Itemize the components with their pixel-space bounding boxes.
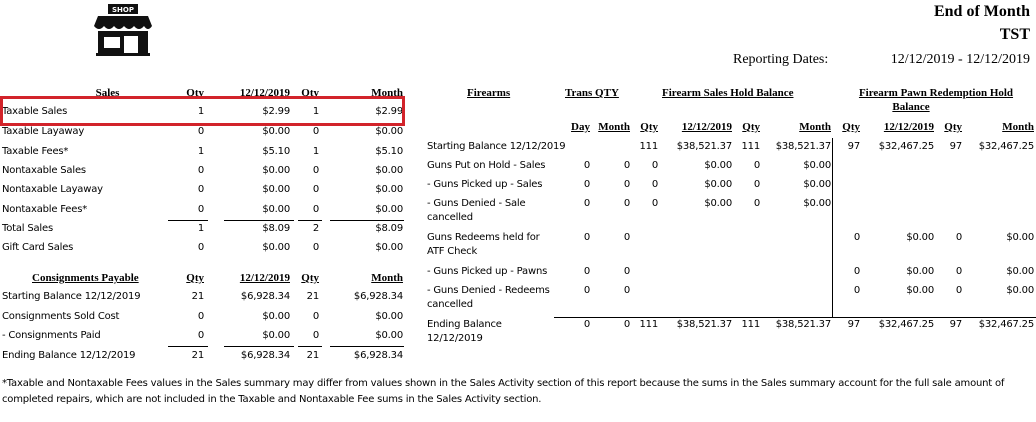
firearms-row-pdate: $0.00 xyxy=(906,232,934,243)
firearms-row-label: Starting Balance 12/12/2019 xyxy=(427,141,566,152)
firearms-row-month2: $38,521.37 xyxy=(775,141,831,152)
sales-row-qty2: 0 xyxy=(312,165,319,176)
firearms-row-month2: $0.00 xyxy=(803,179,831,190)
consignments-row-date: $0.00 xyxy=(262,311,290,322)
sales-row-qty: 1 xyxy=(197,146,204,157)
sales-header-label: Sales xyxy=(95,87,120,99)
sales-row-label: Gift Card Sales xyxy=(2,242,74,253)
firearms-subheader-month2: Month xyxy=(799,121,831,133)
report-subtitle: TST xyxy=(999,26,1030,43)
firearms-subheader-day: Day xyxy=(571,121,590,133)
consignments-row-qty: 21 xyxy=(191,350,204,361)
firearms-row-month: 0 xyxy=(623,160,630,171)
sales-row-date: $5.10 xyxy=(262,146,290,157)
firearms-subheader-qty: Qty xyxy=(640,121,658,133)
firearms-subheader-pqty2: Qty xyxy=(944,121,962,133)
ending-balance-rule xyxy=(554,317,1036,318)
consignments-row-month: $0.00 xyxy=(375,311,403,322)
firearms-row-month: 0 xyxy=(623,179,630,190)
sales-row-month: $0.00 xyxy=(375,165,403,176)
consignments-row-qty2: 21 xyxy=(306,350,319,361)
rule-line xyxy=(224,220,294,221)
sales-row-label: Total Sales xyxy=(2,223,53,234)
sales-row-qty: 1 xyxy=(197,106,204,117)
report-title: End of Month xyxy=(933,3,1030,20)
sales-header-date: 12/12/2019 xyxy=(239,87,290,99)
footnote-line-1: *Taxable and Nontaxable Fees values in the Sales summary may differ from values shown in the Sales Activity section of this report because the sums in the Sales summary account for the full sale amount of xyxy=(2,378,1005,389)
shop-logo xyxy=(94,2,152,56)
firearms-row-qty: 0 xyxy=(651,198,658,209)
sales-row-month: $0.00 xyxy=(375,242,403,253)
consignments-row-month: $6,928.34 xyxy=(353,291,403,302)
firearms-row-month2: $0.00 xyxy=(803,198,831,209)
firearms-row-pqty: 97 xyxy=(847,141,860,152)
sales-row-qty: 0 xyxy=(197,204,204,215)
sales-row-date: $0.00 xyxy=(262,165,290,176)
firearms-row-date: $0.00 xyxy=(704,198,732,209)
firearms-row-pmonth: $0.00 xyxy=(1006,266,1034,277)
firearms-row-label: Guns Redeems held for xyxy=(427,232,540,243)
firearms-row-day: 0 xyxy=(583,266,590,277)
sales-row-date: $0.00 xyxy=(262,242,290,253)
firearms-row-date: $0.00 xyxy=(704,179,732,190)
consignments-row-qty: 21 xyxy=(191,291,204,302)
firearms-subheader-pdate: 12/12/2019 xyxy=(883,121,934,133)
firearms-row-label-2: ATF Check xyxy=(427,246,478,257)
sales-row-label: Taxable Layaway xyxy=(2,126,85,137)
sales-row-label: Taxable Fees* xyxy=(2,146,69,157)
firearms-row-qty: 0 xyxy=(651,179,658,190)
firearms-row-pqty2: 0 xyxy=(955,285,962,296)
sales-header-qty2: Qty xyxy=(301,87,319,99)
firearms-header-trans-qty: Trans QTY xyxy=(565,87,619,99)
firearms-row-pqty2: 97 xyxy=(949,141,962,152)
firearms-header-pawn-1: Firearm Pawn Redemption Hold xyxy=(858,87,1014,99)
sales-row-label: Taxable Sales xyxy=(2,106,68,117)
firearms-row-day: 0 xyxy=(583,160,590,171)
firearms-row-day: 0 xyxy=(583,319,590,330)
consignments-header-qty: Qty xyxy=(186,272,204,284)
sales-row-qty2: 0 xyxy=(312,204,319,215)
sales-row-date: $0.00 xyxy=(262,204,290,215)
firearms-row-qty: 111 xyxy=(639,319,658,330)
consignments-row-qty2: 0 xyxy=(312,311,319,322)
firearms-row-label: Guns Put on Hold - Sales xyxy=(427,160,546,171)
consignments-row-month: $0.00 xyxy=(375,330,403,341)
firearms-row-month: 0 xyxy=(623,266,630,277)
reporting-dates-range: 12/12/2019 - 12/12/2019 xyxy=(890,52,1030,67)
firearms-subheader-pmonth: Month xyxy=(1002,121,1034,133)
sales-row-qty: 0 xyxy=(197,242,204,253)
firearms-row-pqty2: 97 xyxy=(949,319,962,330)
sales-row-month: $0.00 xyxy=(375,204,403,215)
firearms-row-date: $38,521.37 xyxy=(676,319,732,330)
firearms-row-pdate: $32,467.25 xyxy=(878,319,934,330)
sales-row-qty2: 0 xyxy=(312,126,319,137)
sales-row-qty: 0 xyxy=(197,126,204,137)
consignments-row-qty: 0 xyxy=(197,311,204,322)
firearms-row-label-2: cancelled xyxy=(427,212,473,223)
consignments-row-date: $6,928.34 xyxy=(240,350,290,361)
highlight-box xyxy=(0,96,405,126)
firearms-row-pqty2: 0 xyxy=(955,232,962,243)
rule-line xyxy=(224,346,294,347)
firearms-row-day: 0 xyxy=(583,285,590,296)
sales-row-qty2: 1 xyxy=(312,106,319,117)
firearms-row-month: 0 xyxy=(623,319,630,330)
rule-line xyxy=(330,220,404,221)
footnote-line-2: completed repairs, which are not included in the Taxable and Nontaxable Fee sums in the Sales Activity section. xyxy=(2,394,542,405)
firearms-subheader-month: Month xyxy=(598,121,630,133)
firearms-row-pdate: $32,467.25 xyxy=(878,141,934,152)
sales-row-label: Nontaxable Layaway xyxy=(2,184,103,195)
sales-row-qty2: 0 xyxy=(312,184,319,195)
consignments-row-label: Starting Balance 12/12/2019 xyxy=(2,291,141,302)
firearms-row-month2: $0.00 xyxy=(803,160,831,171)
firearms-row-day: 0 xyxy=(583,198,590,209)
consignments-row-label: Consignments Sold Cost xyxy=(2,311,120,322)
firearms-row-label: - Guns Denied - Sale xyxy=(427,198,526,209)
firearms-row-month: 0 xyxy=(623,232,630,243)
firearms-row-pdate: $0.00 xyxy=(906,285,934,296)
consignments-row-qty2: 21 xyxy=(306,291,319,302)
firearms-subheader-pqty: Qty xyxy=(842,121,860,133)
sales-row-label: Nontaxable Sales xyxy=(2,165,86,176)
sales-row-qty2: 2 xyxy=(312,223,319,234)
firearms-row-label-2: cancelled xyxy=(427,299,473,310)
firearms-row-qty2: 0 xyxy=(753,198,760,209)
column-divider xyxy=(832,138,833,317)
reporting-dates-label: Reporting Dates: xyxy=(733,52,829,67)
sales-row-qty: 0 xyxy=(197,184,204,195)
consignments-header-label: Consignments Payable xyxy=(32,272,139,284)
firearms-row-day: 0 xyxy=(583,179,590,190)
consignments-header-month: Month xyxy=(371,272,403,284)
sales-header-qty: Qty xyxy=(186,87,204,99)
firearms-row-pmonth: $0.00 xyxy=(1006,285,1034,296)
consignments-header-date: 12/12/2019 xyxy=(239,272,290,284)
sales-row-date: $0.00 xyxy=(262,126,290,137)
firearms-row-pqty: 0 xyxy=(853,285,860,296)
sales-row-date: $8.09 xyxy=(262,223,290,234)
consignments-row-qty2: 0 xyxy=(312,330,319,341)
consignments-row-date: $6,928.34 xyxy=(240,291,290,302)
firearms-header-pawn-2: Balance xyxy=(892,101,930,113)
rule-line xyxy=(298,346,322,347)
firearms-row-label-2: 12/12/2019 xyxy=(427,333,483,344)
rule-line xyxy=(168,346,208,347)
firearms-row-pmonth: $0.00 xyxy=(1006,232,1034,243)
firearms-row-date: $38,521.37 xyxy=(676,141,732,152)
firearms-row-day: 0 xyxy=(583,232,590,243)
firearms-row-pmonth: $32,467.25 xyxy=(978,319,1034,330)
sales-row-month: $0.00 xyxy=(375,184,403,195)
consignments-row-date: $0.00 xyxy=(262,330,290,341)
sales-row-date: $2.99 xyxy=(262,106,290,117)
sales-row-month: $5.10 xyxy=(375,146,403,157)
sales-row-month: $8.09 xyxy=(375,223,403,234)
firearms-row-qty: 0 xyxy=(651,160,658,171)
consignments-row-label: Ending Balance 12/12/2019 xyxy=(2,350,136,361)
firearms-row-month: 0 xyxy=(623,198,630,209)
consignments-row-month: $6,928.34 xyxy=(353,350,403,361)
firearms-row-month2: $38,521.37 xyxy=(775,319,831,330)
firearms-row-pmonth: $32,467.25 xyxy=(978,141,1034,152)
sales-row-qty: 1 xyxy=(197,223,204,234)
sales-row-month: $0.00 xyxy=(375,126,403,137)
consignments-header-qty2: Qty xyxy=(301,272,319,284)
sales-row-qty: 0 xyxy=(197,165,204,176)
firearms-row-qty2: 0 xyxy=(753,160,760,171)
sales-row-qty2: 0 xyxy=(312,242,319,253)
rule-line xyxy=(168,220,208,221)
firearms-row-pqty2: 0 xyxy=(955,266,962,277)
firearms-row-label: - Guns Picked up - Sales xyxy=(427,179,543,190)
sales-row-month: $2.99 xyxy=(375,106,403,117)
firearms-row-qty2: 111 xyxy=(741,319,760,330)
rule-line xyxy=(330,346,404,347)
firearms-header-hold: Firearm Sales Hold Balance xyxy=(662,87,794,99)
sales-header-month: Month xyxy=(371,87,403,99)
firearms-subheader-date: 12/12/2019 xyxy=(681,121,732,133)
rule-line xyxy=(298,220,322,221)
sales-row-qty2: 1 xyxy=(312,146,319,157)
firearms-header-label: Firearms xyxy=(467,87,511,99)
firearms-row-pqty: 97 xyxy=(847,319,860,330)
firearms-row-pdate: $0.00 xyxy=(906,266,934,277)
firearms-row-label: Ending Balance xyxy=(427,319,502,330)
firearms-row-qty2: 111 xyxy=(741,141,760,152)
logo-text: SHOP xyxy=(112,6,134,14)
firearms-row-qty: 111 xyxy=(639,141,658,152)
firearms-row-pqty: 0 xyxy=(853,232,860,243)
sales-row-label: Nontaxable Fees* xyxy=(2,204,88,215)
sales-row-date: $0.00 xyxy=(262,184,290,195)
firearms-row-label: - Guns Picked up - Pawns xyxy=(427,266,548,277)
firearms-row-month: 0 xyxy=(623,285,630,296)
firearms-row-qty2: 0 xyxy=(753,179,760,190)
firearms-row-pqty: 0 xyxy=(853,266,860,277)
consignments-row-qty: 0 xyxy=(197,330,204,341)
consignments-row-label: - Consignments Paid xyxy=(2,330,101,341)
shop-icon xyxy=(94,2,152,56)
firearms-row-label: - Guns Denied - Redeems xyxy=(427,285,550,296)
firearms-subheader-qty2: Qty xyxy=(742,121,760,133)
firearms-row-date: $0.00 xyxy=(704,160,732,171)
